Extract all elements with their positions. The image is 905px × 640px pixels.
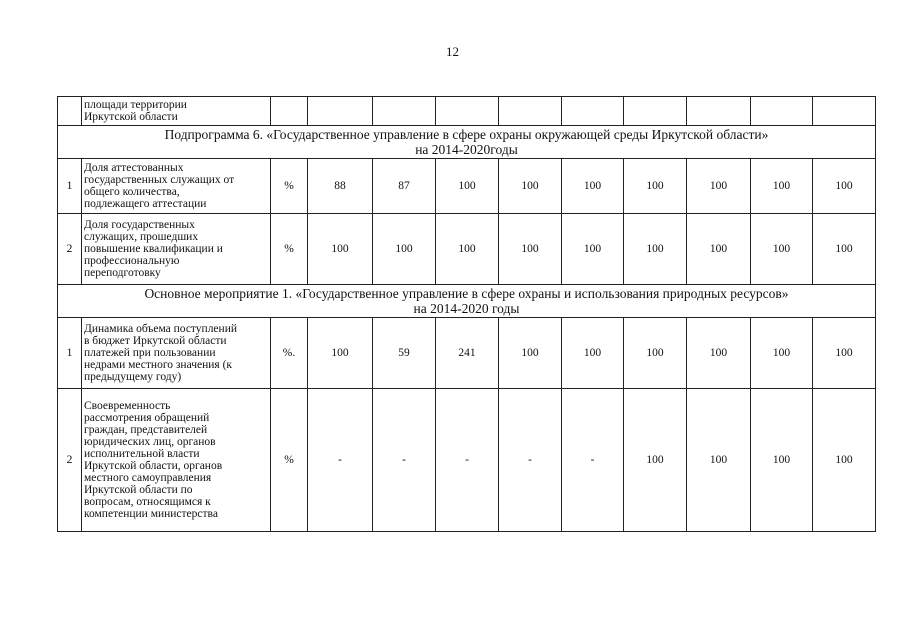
unit-cell: % (271, 389, 308, 532)
indicator-name-line: Доля государственных (84, 219, 195, 231)
value-cell: 100 (813, 214, 876, 285)
indicator-name (82, 389, 271, 532)
value-cell (624, 97, 687, 126)
indicator-name-line: повышение квалификации и (84, 243, 223, 255)
table-row (58, 159, 876, 214)
section-title-line: Подпрограмма 6. «Государственное управление в сфере охраны окружающей среды Иркутской области» (164, 127, 769, 142)
indicator-name-line: вопросам, относящимся к (84, 496, 211, 508)
value-cell: 100 (687, 159, 751, 214)
indicator-name-line: платежей при пользовании (84, 347, 216, 359)
section-header-row (58, 126, 876, 159)
value-cell: 100 (813, 389, 876, 532)
section-title (58, 285, 876, 318)
indicator-name (82, 159, 271, 214)
value-cell (308, 97, 373, 126)
value-cell: 88 (308, 159, 373, 214)
indicator-name (82, 318, 271, 389)
indicator-name-line: Динамика объема поступлений (84, 323, 238, 335)
value-cell: 100 (751, 159, 813, 214)
value-cell: 100 (751, 389, 813, 532)
value-cell (562, 97, 624, 126)
value-cell: 100 (687, 318, 751, 389)
value-cell: 100 (624, 214, 687, 285)
row-number: 1 (58, 159, 82, 214)
value-cell (813, 97, 876, 126)
section-title-line: на 2014-2020 годы (413, 301, 520, 316)
value-cell: 100 (751, 214, 813, 285)
table-body (58, 97, 876, 532)
value-cell: 100 (373, 214, 436, 285)
value-cell: 100 (308, 214, 373, 285)
indicators-table (57, 96, 876, 532)
indicator-name-line: рассмотрения обращений (84, 412, 210, 424)
indicator-name-line: служащих, прошедших (84, 231, 199, 243)
value-cell (436, 97, 499, 126)
value-cell: - (308, 389, 373, 532)
value-cell: 100 (562, 214, 624, 285)
row-number: 1 (58, 318, 82, 389)
indicator-name-line: Доля аттестованных (84, 162, 184, 174)
value-cell: 100 (813, 159, 876, 214)
value-cell: 241 (436, 318, 499, 389)
indicator-name-line: профессиональную (84, 255, 180, 267)
value-cell: 100 (499, 159, 562, 214)
indicator-name-line: недрами местного значения (к (84, 359, 232, 371)
row-number (58, 97, 82, 126)
row-number: 2 (58, 214, 82, 285)
indicator-name-line: предыдущему году) (84, 371, 182, 383)
row-number: 2 (58, 389, 82, 532)
section-title (58, 126, 876, 159)
value-cell (751, 97, 813, 126)
value-cell: - (436, 389, 499, 532)
unit-cell: % (271, 159, 308, 214)
indicator-name-line: Иркутской области (84, 111, 178, 123)
value-cell: 100 (751, 318, 813, 389)
value-cell: 100 (624, 389, 687, 532)
section-title-line: на 2014-2020годы (415, 142, 518, 157)
indicator-name-line: местного самоуправления (84, 472, 212, 484)
value-cell (499, 97, 562, 126)
indicator-name-line: переподготовку (84, 267, 161, 279)
section-header-row (58, 285, 876, 318)
indicator-name-line: государственных служащих от (84, 174, 235, 186)
value-cell: - (499, 389, 562, 532)
value-cell: 100 (687, 214, 751, 285)
unit-cell (271, 97, 308, 126)
table-row (58, 318, 876, 389)
value-cell: 100 (813, 318, 876, 389)
indicator-name-line: юридических лиц, органов (84, 436, 216, 448)
indicator-name-line: подлежащего аттестации (84, 198, 207, 210)
indicator-name-line: Иркутской области, органов (84, 460, 223, 472)
unit-cell: % (271, 214, 308, 285)
value-cell: 100 (499, 214, 562, 285)
value-cell: 100 (436, 214, 499, 285)
indicator-name (82, 214, 271, 285)
value-cell: 87 (373, 159, 436, 214)
value-cell: 100 (687, 389, 751, 532)
table-row (58, 97, 876, 126)
indicator-name-line: исполнительной власти (84, 448, 200, 460)
value-cell (687, 97, 751, 126)
table-row (58, 389, 876, 532)
value-cell: - (562, 389, 624, 532)
indicator-name-line: общего количества, (84, 186, 180, 198)
value-cell: 100 (499, 318, 562, 389)
value-cell: 100 (308, 318, 373, 389)
value-cell: 100 (624, 318, 687, 389)
value-cell: 100 (562, 318, 624, 389)
indicator-name (82, 97, 271, 126)
indicator-name-line: в бюджет Иркутской области (84, 335, 227, 347)
value-cell: 100 (624, 159, 687, 214)
value-cell: - (373, 389, 436, 532)
table-row (58, 214, 876, 285)
value-cell (373, 97, 436, 126)
page-number: 12 (446, 44, 459, 59)
section-title-line: Основное мероприятие 1. «Государственное управление в сфере охраны и использования природных ресурсов» (144, 286, 789, 301)
value-cell: 100 (436, 159, 499, 214)
value-cell: 59 (373, 318, 436, 389)
unit-cell: %. (271, 318, 308, 389)
indicator-name-line: Своевременность (84, 400, 171, 412)
indicator-name-line: компетенции министерства (84, 508, 218, 520)
value-cell: 100 (562, 159, 624, 214)
indicator-name-line: граждан, представителей (84, 424, 208, 436)
indicator-name-line: Иркутской области по (84, 484, 193, 496)
indicator-name-line: площади территории (84, 99, 187, 111)
